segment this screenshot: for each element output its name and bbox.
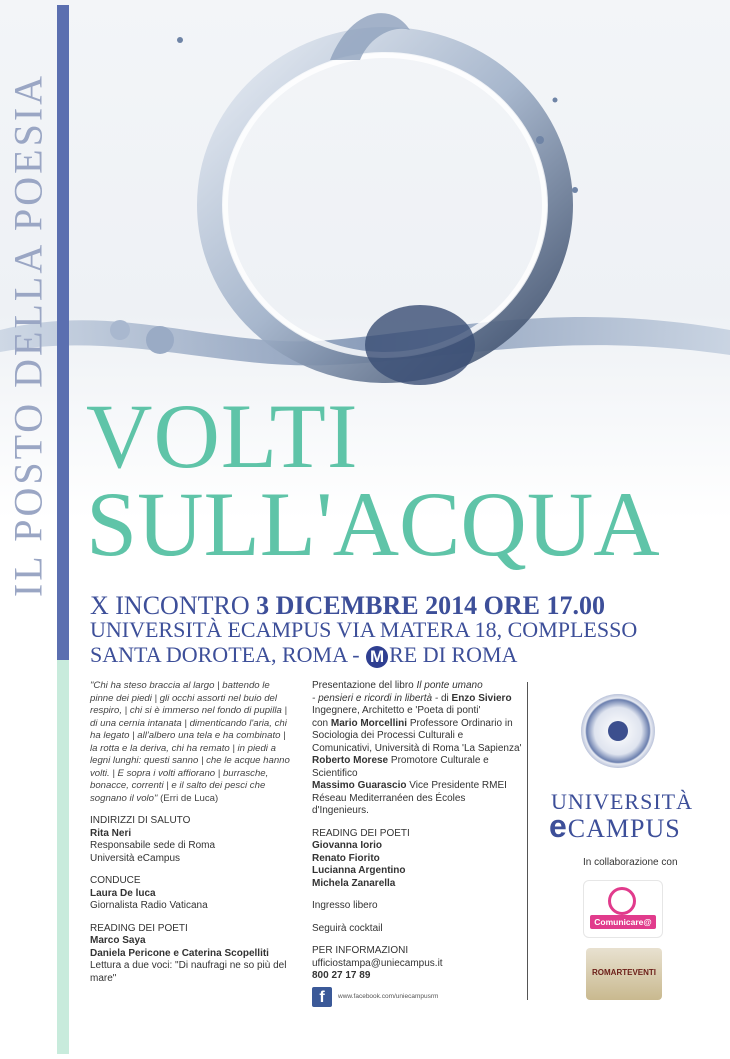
host-block: CONDUCE Laura De luca Giornalista Radio Vaticana	[90, 875, 208, 911]
accent-bar-blue	[57, 5, 69, 660]
reading-block-middle: READING DEI POETI Giovanna Iorio Renato Fiorito Lucianna Argentino Michela Zanarella	[312, 827, 410, 889]
phone-number: 800 27 17 89	[312, 970, 371, 981]
university-name-line2: eCAMPUS	[549, 808, 681, 844]
greetings-block: INDIRIZZI DI SALUTO Rita Neri Responsabile sede di Roma Università eCampus	[90, 815, 216, 864]
university-seal-logo	[581, 694, 655, 768]
venue-line1: UNIVERSITÀ ECAMPUS VIA MATERA 18, COMPLESSO	[90, 617, 638, 642]
comunicare-logo: Comunicare@	[583, 880, 663, 938]
middle-column	[312, 680, 522, 983]
cocktail-note: Seguirà cocktail	[312, 922, 383, 934]
facebook-icon[interactable]: f	[312, 987, 332, 1007]
at-sign-icon	[608, 887, 636, 915]
metro-icon: M	[366, 646, 388, 668]
title-line1: VOLTI	[86, 385, 359, 487]
collaboration-label: In collaborazione con	[583, 857, 678, 868]
poem-quote: "Chi ha steso braccia al largo | battendo le pinne dei piedi | gli occhi assorti nel buio del respiro, | chi si è immerso nel fondo di pupilla | di una cernia intanata | dimenticando l'aria, chi ha legato | all'albero una tela e ha combinato | la rotta e la deriva, chi ha remato | in piedi a legni lunghi: questi sanno | che le acque hanno volti. | E sopra i volti affiorano | burrasche, bonacce, correnti | e il salto dei pesci che sognano il volo" (Erri de Luca)	[90, 680, 290, 804]
venue-line2: SANTA DOROTEA, ROMA - M RE DI ROMA	[90, 642, 518, 667]
info-block: PER INFORMAZIONI ufficiostampa@uniecampus.it 800 27 17 89	[312, 945, 522, 983]
reading-block-left: READING DEI POETI Marco Saya Daniela Pericone e Caterina Scopelliti Lettura a due voci: "Di naufragi ne so più del mare"	[90, 922, 287, 984]
university-name-line1: UNIVERSITÀ	[551, 789, 693, 814]
email-link[interactable]: ufficiostampa@uniecampus.it	[312, 957, 443, 969]
book-presentation: Presentazione del libro Il ponte umano - pensieri e ricordi in libertà - di Enzo Siviero Ingegnere, Architetto e 'Poeta di ponti' con Mario Morcellini Professore Ordinario in Sociologia dei Processi Culturali e Comunicativi, Università di Roma 'La Sapienza' Roberto Morese Promotore Culturale e Scientifico Massimo Guarascio Vice Presidente RMEI Réseau Mediterranéen des Écoles d'Ingenieurs.	[312, 680, 522, 816]
event-datetime-line: X INCONTRO 3 DICEMBRE 2014 ORE 17.00	[90, 591, 605, 620]
column-divider	[527, 682, 528, 1000]
accent-bar-mint	[57, 660, 69, 1054]
romarteventi-logo: ROMARTEVENTI	[586, 948, 662, 1000]
entry-note: Ingresso libero	[312, 900, 378, 911]
facebook-url[interactable]: www.facebook.com/uniecampusrm	[338, 993, 439, 1000]
side-title: IL POSTO DELLA POESIA	[5, 72, 51, 598]
title-line2: SULL'ACQUA	[86, 473, 660, 575]
left-column	[90, 680, 295, 995]
